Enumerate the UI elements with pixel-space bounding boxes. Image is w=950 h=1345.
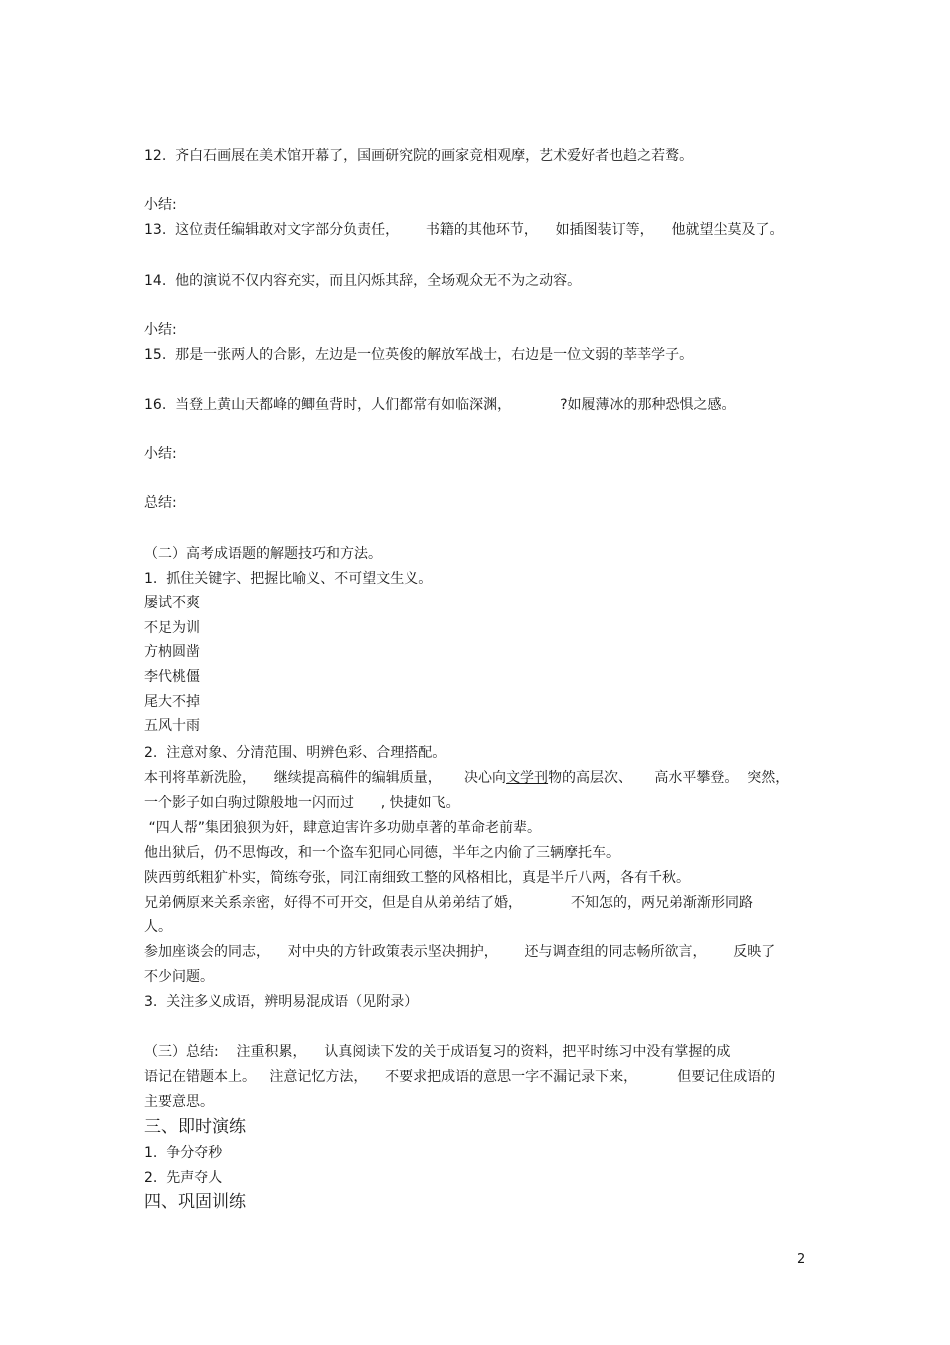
idiom-word: 五风十雨	[144, 718, 200, 734]
heading-practice: 三、即时演练	[144, 1117, 246, 1137]
idiom-word: 屡试不爽	[144, 595, 200, 611]
point-3: 3. 关注多义成语，辨明易混成语（见附录）	[144, 994, 419, 1010]
example-1-text: 本刊将革新洗脸， 继续提高稿件的编辑质量， 决心向	[144, 770, 507, 786]
section-2-title: （二）高考成语题的解题技巧和方法。	[144, 546, 382, 562]
example-3: 他出狱后，仍不思悔改，和一个盗车犯同心同德，半年之内偷了三辆摩托车。	[144, 845, 620, 861]
idiom-word: 方枘圆凿	[144, 644, 200, 660]
idiom-word: 不足为训	[144, 620, 200, 636]
example-2: “四人帮”集团狼狈为奸，肆意迫害许多功勋卓著的革命老前辈。	[144, 820, 541, 836]
section-3-summary-cont: 主要意思。	[144, 1094, 214, 1110]
summary-label: 小结:	[144, 197, 177, 213]
page-number: 2	[797, 1252, 806, 1267]
summary-label: 小结:	[144, 446, 177, 462]
section-3-summary: （三）总结: 注重积累， 认真阅读下发的关于成语复习的资料，把平时练习中没有掌握的成	[144, 1044, 731, 1060]
point-1: 1. 抓住关键字、把握比喻义、不可望文生义。	[144, 571, 433, 587]
section-3-summary-cont: 语记在错题本上。 注意记忆方法， 不要求把成语的意思一字不漏记录下来， 但要记住成语的	[144, 1069, 776, 1085]
practice-item-2: 2. 先声夺人	[144, 1170, 223, 1186]
example-6: 参加座谈会的同志， 对中央的方针政策表示坚决拥护， 还与调查组的同志畅所欲言， 反映了	[144, 944, 776, 960]
item-14: 14. 他的演说不仅内容充实，而且闪烁其辞，全场观众无不为之动容。	[144, 273, 582, 289]
total-summary-label: 总结:	[144, 495, 177, 511]
item-12: 12. 齐白石画展在美术馆开幕了，国画研究院的画家竞相观摩，艺术爱好者也趋之若鹜。	[144, 148, 694, 164]
item-16: 16. 当登上黄山天都峰的鲫鱼背时，人们都常有如临深渊， ?如履薄冰的那种恐惧之感。	[144, 397, 736, 413]
underlined-text: 文学刊	[506, 770, 549, 786]
point-2: 2. 注意对象、分清范围、明辨色彩、合理搭配。	[144, 745, 447, 761]
example-5: 兄弟俩原来关系亲密，好得不可开交，但是自从弟弟结了婚， 不知怎的，两兄弟渐渐形同路	[144, 895, 753, 911]
example-1-cont: 一个影子如白驹过隙般地一闪而过 , 快捷如飞。	[144, 795, 460, 811]
example-4: 陕西剪纸粗犷朴实，简练夸张，同江南细致工整的风格相比，真是半斤八两，各有千秋。	[144, 870, 690, 886]
heading-consolidation: 四、巩固训练	[144, 1192, 246, 1212]
summary-label: 小结:	[144, 322, 177, 338]
example-1	[144, 768, 789, 788]
example-5-cont: 人。	[144, 919, 172, 935]
idiom-word: 尾大不掉	[144, 694, 200, 710]
example-1-text: 物的高层次、 高水平攀登。 突然，	[548, 770, 790, 786]
item-15: 15. 那是一张两人的合影，左边是一位英俊的解放军战士，右边是一位文弱的莘莘学子。	[144, 347, 694, 363]
practice-item-1: 1. 争分夺秒	[144, 1145, 223, 1161]
item-13: 13. 这位责任编辑敢对文字部分负责任， 书籍的其他环节， 如插图装订等， 他就望尘莫及了。	[144, 222, 784, 238]
idiom-word: 李代桃僵	[144, 669, 200, 685]
example-6-cont: 不少问题。	[144, 969, 214, 985]
